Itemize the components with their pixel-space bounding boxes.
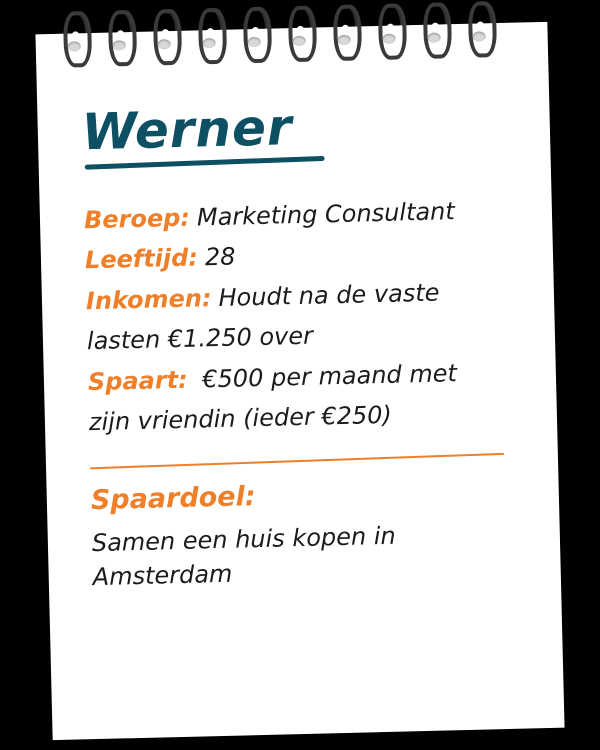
savings-goal-text: Samen een huis kopen in Amsterdam: [91, 521, 396, 591]
field-inkomen: [86, 273, 521, 320]
field-leeftijd: [85, 232, 520, 279]
field-beroep: [84, 192, 519, 239]
field-value: Houdt na de vaste: [218, 278, 440, 312]
field-value: Marketing Consultant: [196, 197, 456, 232]
field-value: 28: [204, 243, 236, 272]
field-spaart: [88, 353, 523, 400]
section-divider: [90, 453, 504, 469]
field-label: Leeftijd:: [84, 243, 199, 275]
card-content: [35, 22, 564, 740]
field-spaart-continued: zijn vriendin (ieder €250): [88, 401, 393, 437]
field-value: €500 per maand met: [194, 359, 458, 394]
field-label: Inkomen:: [85, 284, 212, 316]
savings-goal-title: Spaardoel:: [90, 480, 256, 516]
field-label: Spaart:: [87, 365, 189, 397]
field-inkomen-continued: lasten €1.250 over: [86, 322, 314, 356]
field-label: Beroep:: [83, 203, 191, 235]
notepad-card: [35, 22, 564, 740]
person-name: Werner: [81, 98, 294, 162]
